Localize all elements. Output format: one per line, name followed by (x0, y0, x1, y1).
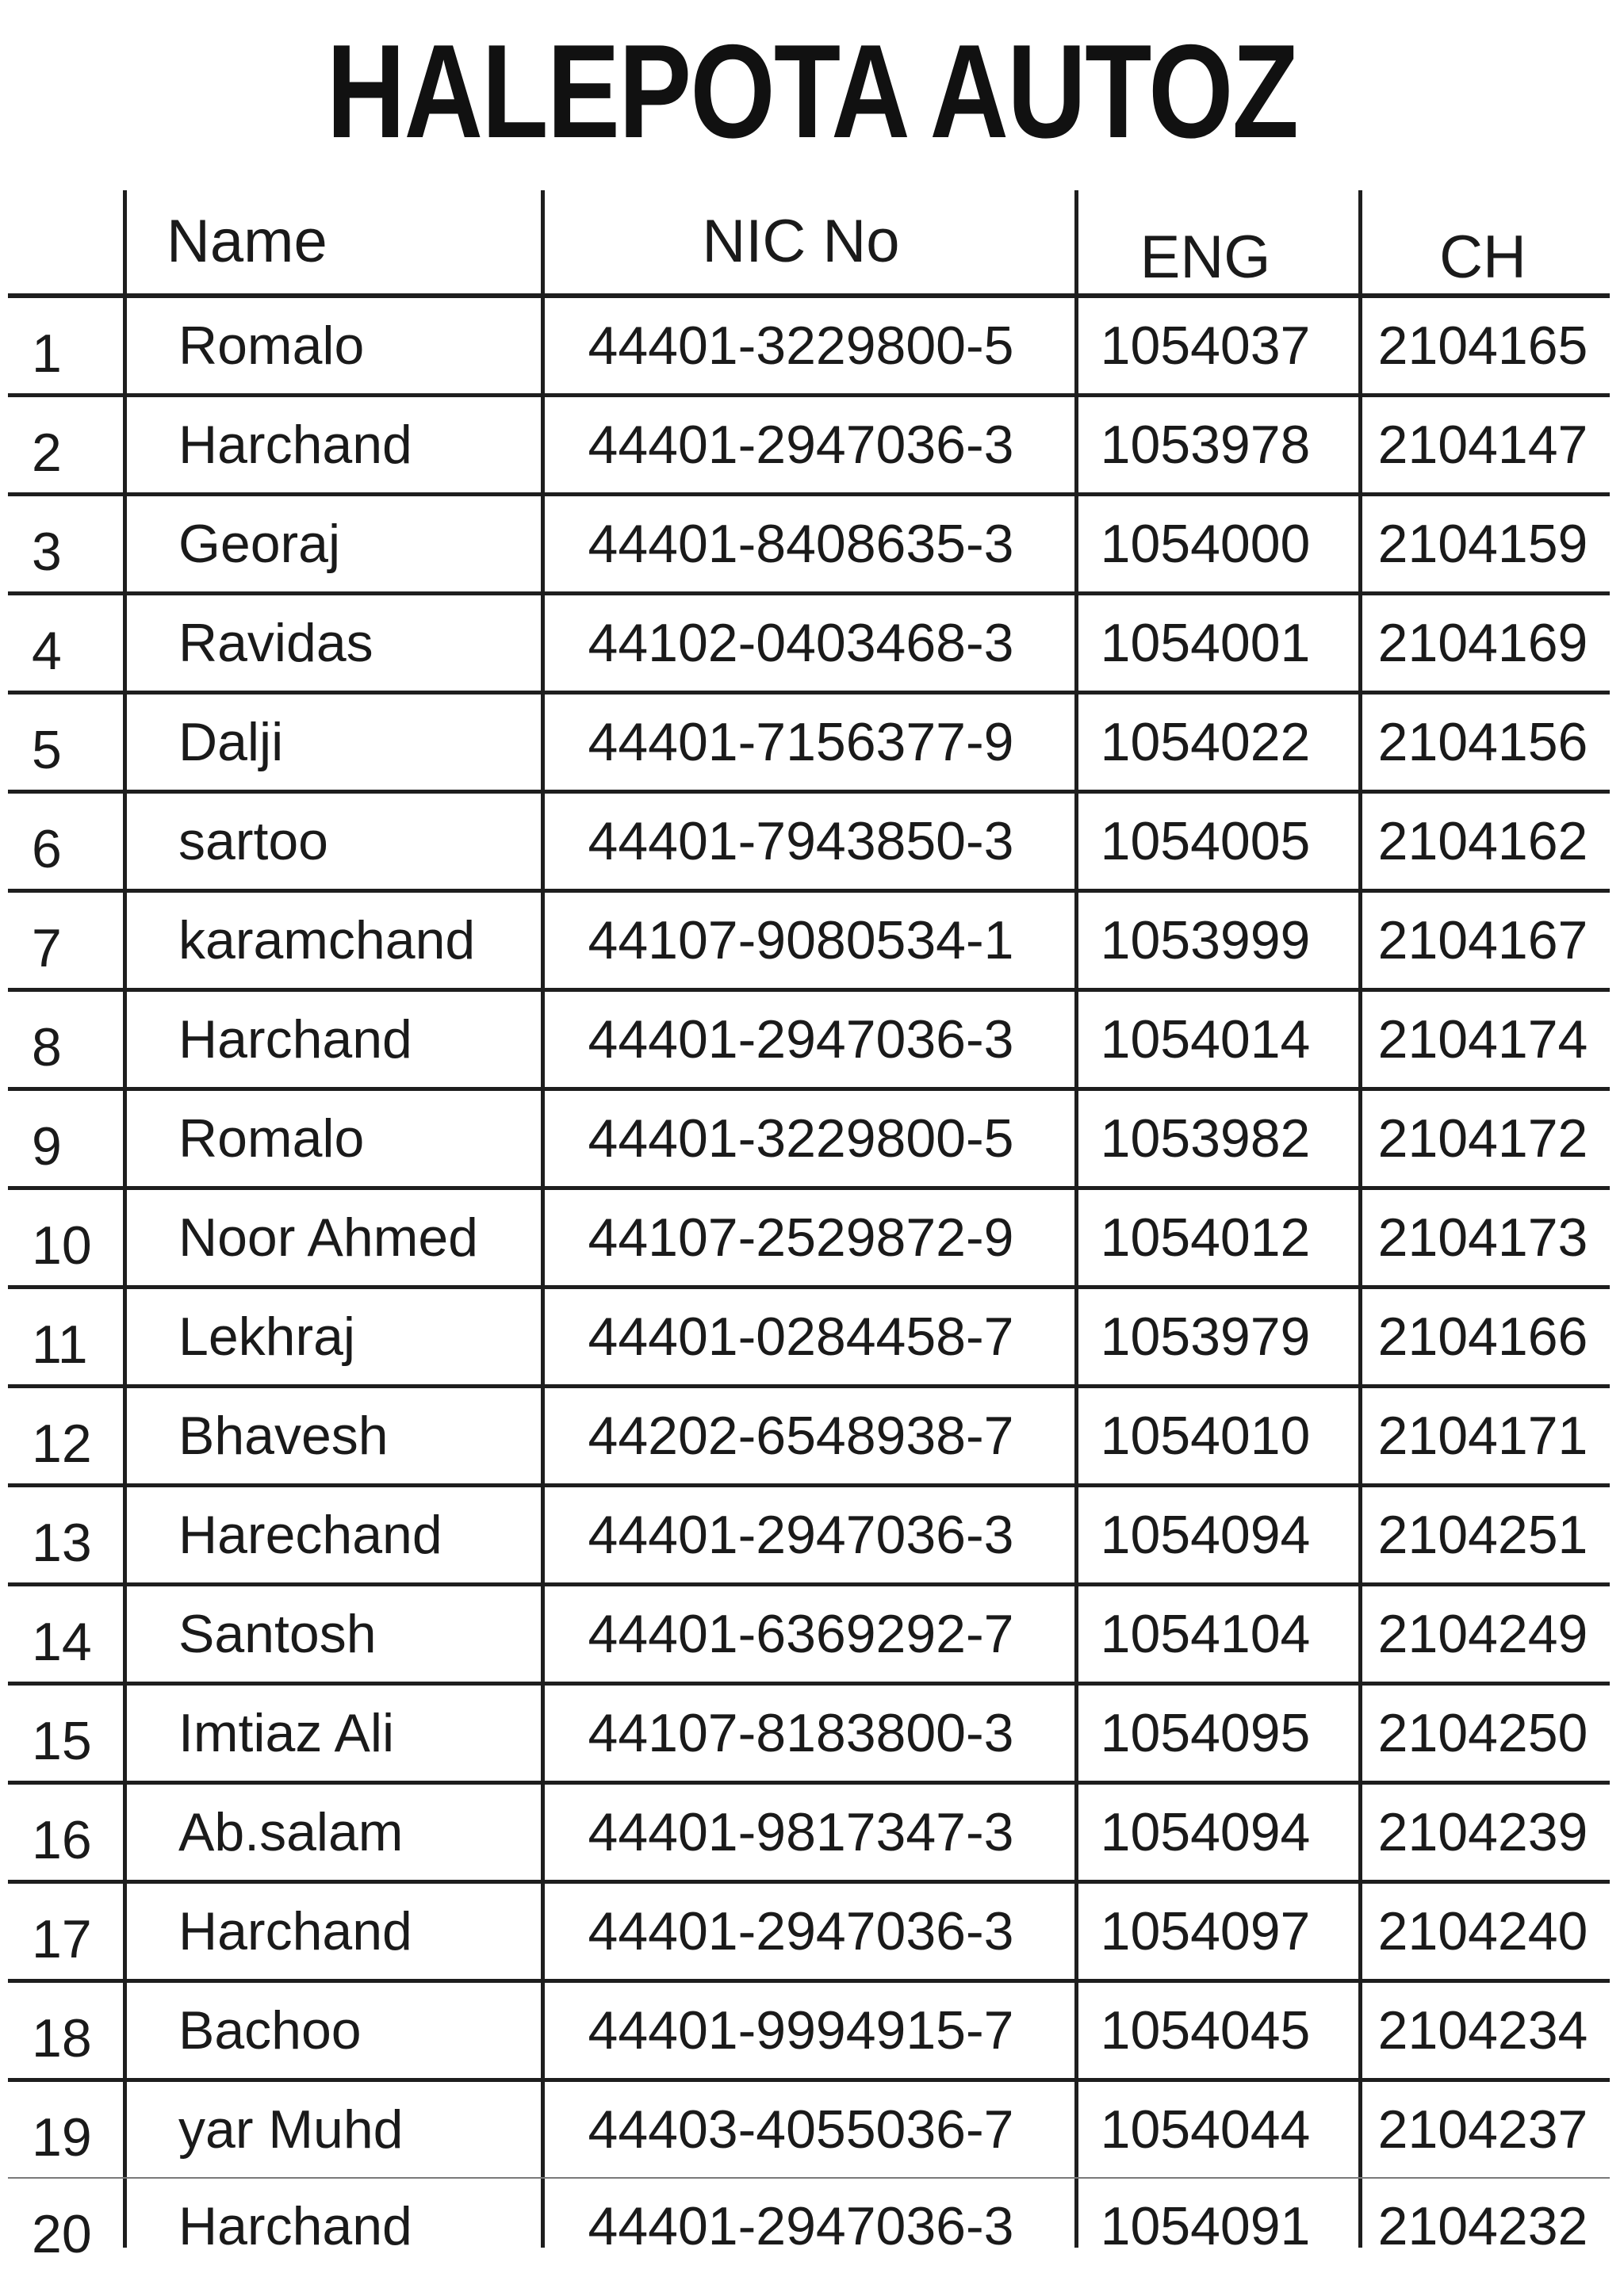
row-name: Harchand (178, 415, 412, 475)
header-nic: NIC No (702, 208, 900, 275)
row-nic: 44401-9994915-7 (588, 2000, 1014, 2061)
table-row (8, 794, 1610, 893)
row-eng: 1054044 (1100, 2099, 1311, 2160)
row-name: Harchand (178, 2196, 412, 2256)
row-eng: 1054012 (1100, 1207, 1311, 1268)
row-nic: 44401-3229800-5 (588, 1108, 1014, 1169)
row-name: Imtiaz Ali (178, 1703, 395, 1763)
row-number: 13 (32, 1513, 92, 1573)
table-row (8, 397, 1610, 496)
row-ch: 2104166 (1377, 1307, 1588, 1367)
row-eng: 1054005 (1100, 811, 1311, 871)
row-nic: 44403-4055036-7 (588, 2099, 1014, 2160)
row-name: Dalji (178, 712, 284, 772)
row-name: yar Muhd (178, 2099, 404, 2160)
row-number: 5 (32, 720, 62, 780)
row-nic: 44102-0403468-3 (588, 613, 1014, 673)
row-name: Noor Ahmed (178, 1207, 478, 1268)
row-ch: 2104232 (1377, 2196, 1588, 2256)
row-eng: 1054001 (1100, 613, 1311, 673)
table-row (8, 496, 1610, 595)
row-nic: 44401-6369292-7 (588, 1604, 1014, 1664)
row-name: sartoo (178, 811, 328, 871)
row-ch: 2104173 (1377, 1207, 1588, 1268)
row-eng: 1053979 (1100, 1307, 1311, 1367)
row-ch: 2104171 (1377, 1406, 1588, 1466)
row-eng: 1054095 (1100, 1703, 1311, 1763)
header-num (32, 190, 135, 301)
row-ch: 2104165 (1377, 316, 1588, 376)
row-nic: 44401-8408635-3 (588, 514, 1014, 574)
row-name: Romalo (178, 1108, 365, 1169)
table-row (8, 992, 1610, 1091)
row-ch: 2104251 (1377, 1505, 1588, 1565)
row-nic: 44401-9817347-3 (588, 1802, 1014, 1862)
row-nic: 44401-2947036-3 (588, 1901, 1014, 1961)
row-nic: 44202-6548938-7 (588, 1406, 1014, 1466)
row-ch: 2104249 (1377, 1604, 1588, 1664)
table-row (8, 893, 1610, 992)
row-number: 12 (32, 1414, 92, 1474)
row-number: 20 (32, 2204, 92, 2264)
row-number: 6 (32, 819, 62, 879)
page-title: HALEPOTA AUTOZ (326, 17, 1298, 166)
row-nic: 44401-0284458-7 (588, 1307, 1014, 1367)
row-eng: 1054097 (1100, 1901, 1311, 1961)
row-eng: 1054014 (1100, 1009, 1311, 1070)
table-row (8, 1487, 1610, 1586)
table-row (8, 695, 1610, 794)
row-number: 3 (32, 522, 62, 582)
row-number: 4 (32, 621, 62, 681)
row-number: 19 (32, 2107, 92, 2168)
row-number: 17 (32, 1909, 92, 1969)
row-ch: 2104162 (1377, 811, 1588, 871)
row-nic: 44401-2947036-3 (588, 415, 1014, 475)
row-name: Romalo (178, 316, 365, 376)
table-row (8, 595, 1610, 695)
row-name: Bhavesh (178, 1406, 389, 1466)
row-ch: 2104156 (1377, 712, 1588, 772)
table-row (8, 1091, 1610, 1190)
row-name: Harchand (178, 1901, 412, 1961)
row-number: 8 (32, 1017, 62, 1077)
row-nic: 44107-8183800-3 (588, 1703, 1014, 1763)
row-eng: 1054094 (1100, 1505, 1311, 1565)
row-ch: 2104174 (1377, 1009, 1588, 1070)
row-nic: 44107-2529872-9 (588, 1207, 1014, 1268)
header-eng: ENG (1139, 224, 1271, 291)
row-number: 7 (32, 918, 62, 978)
table-row (8, 1586, 1610, 1686)
row-ch: 2104169 (1377, 613, 1588, 673)
row-number: 18 (32, 2008, 92, 2068)
table-row (8, 1983, 1610, 2082)
row-name: Georaj (178, 514, 341, 574)
table-row (8, 1289, 1610, 1388)
table-row (8, 298, 1610, 397)
row-eng: 1053999 (1100, 910, 1311, 970)
row-ch: 2104159 (1377, 514, 1588, 574)
row-number: 1 (32, 323, 62, 384)
row-number: 9 (32, 1116, 62, 1177)
row-ch: 2104172 (1377, 1108, 1588, 1169)
row-eng: 1054022 (1100, 712, 1311, 772)
row-number: 11 (32, 1314, 88, 1375)
row-name: Harechand (178, 1505, 442, 1565)
row-eng: 1054037 (1100, 316, 1311, 376)
row-ch: 2104167 (1377, 910, 1588, 970)
table-row (8, 1884, 1610, 1983)
row-ch: 2104237 (1377, 2099, 1588, 2160)
header-name: Name (167, 208, 327, 275)
row-number: 2 (32, 423, 62, 483)
row-name: Ab.salam (178, 1802, 404, 1862)
row-nic: 44401-7156377-9 (588, 712, 1014, 772)
row-name: Lekhraj (178, 1307, 356, 1367)
row-number: 10 (32, 1215, 92, 1276)
row-eng: 1054045 (1100, 2000, 1311, 2061)
row-eng: 1054010 (1100, 1406, 1311, 1466)
table-row (8, 2179, 1610, 2274)
table-row (8, 1388, 1610, 1487)
row-name: Harchand (178, 1009, 412, 1070)
table-header (8, 190, 1610, 298)
row-nic: 44107-9080534-1 (588, 910, 1014, 970)
row-name: Ravidas (178, 613, 373, 673)
row-eng: 1054094 (1100, 1802, 1311, 1862)
table-row (8, 2082, 1610, 2179)
row-eng: 1054091 (1100, 2196, 1311, 2256)
row-number: 16 (32, 1810, 92, 1870)
row-ch: 2104234 (1377, 2000, 1588, 2061)
header-ch: CH (1439, 224, 1526, 291)
row-ch: 2104240 (1377, 1901, 1588, 1961)
row-name: karamchand (178, 910, 476, 970)
table-row (8, 1190, 1610, 1289)
row-nic: 44401-3229800-5 (588, 316, 1014, 376)
records-table (8, 190, 1610, 2274)
row-number: 15 (32, 1711, 92, 1771)
row-eng: 1054000 (1100, 514, 1311, 574)
row-nic: 44401-2947036-3 (588, 1505, 1014, 1565)
row-eng: 1054104 (1100, 1604, 1311, 1664)
row-eng: 1053982 (1100, 1108, 1311, 1169)
row-name: Santosh (178, 1604, 377, 1664)
table-row (8, 1785, 1610, 1884)
table-body (8, 298, 1610, 2274)
row-ch: 2104250 (1377, 1703, 1588, 1763)
row-name: Bachoo (178, 2000, 362, 2061)
table-row (8, 1686, 1610, 1785)
row-nic: 44401-2947036-3 (588, 2196, 1014, 2256)
row-ch: 2104147 (1377, 415, 1588, 475)
row-nic: 44401-2947036-3 (588, 1009, 1014, 1070)
row-nic: 44401-7943850-3 (588, 811, 1014, 871)
row-eng: 1053978 (1100, 415, 1311, 475)
row-number: 14 (32, 1612, 92, 1672)
row-ch: 2104239 (1377, 1802, 1588, 1862)
